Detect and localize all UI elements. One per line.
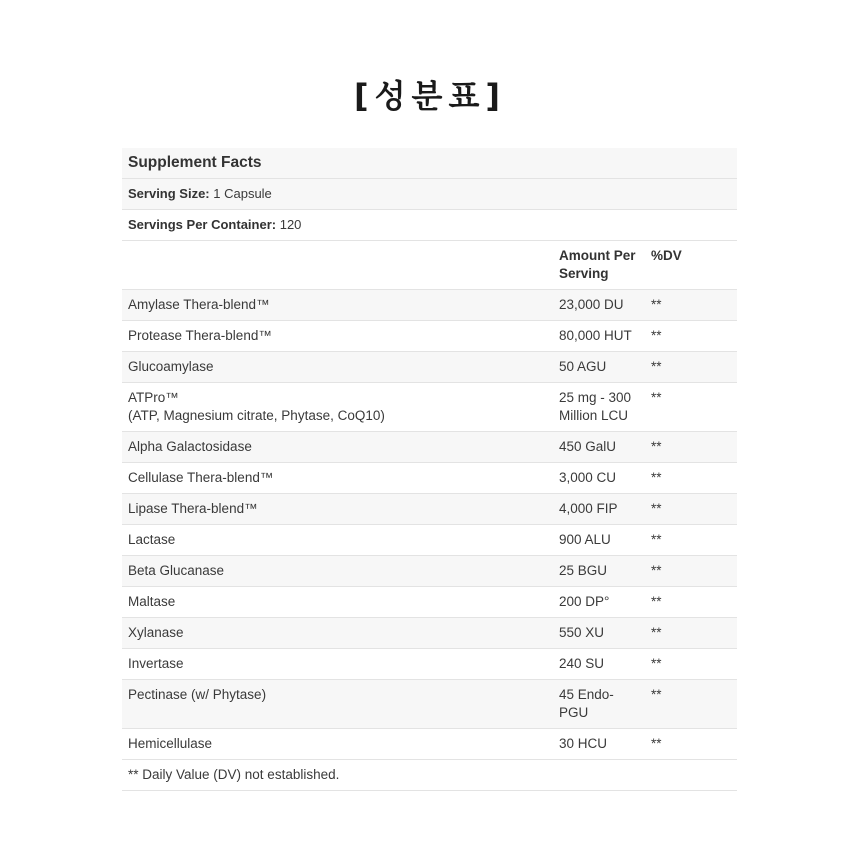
ingredient-name: Protease Thera-blend™ bbox=[128, 328, 272, 343]
ingredient-name: Lactase bbox=[128, 532, 176, 547]
servings-per-container bbox=[122, 210, 737, 241]
supplement-facts-table bbox=[122, 148, 737, 791]
ingredient-dv: ** bbox=[645, 618, 737, 649]
ingredient-name: Maltase bbox=[128, 594, 176, 609]
ingredient-amount: 240 SU bbox=[553, 649, 645, 680]
column-header-name bbox=[122, 241, 553, 290]
ingredient-amount: 45 Endo-PGU bbox=[553, 680, 645, 729]
ingredient-name-cell bbox=[122, 383, 553, 432]
ingredient-dv: ** bbox=[645, 680, 737, 729]
ingredient-name: Beta Glucanase bbox=[128, 563, 225, 578]
ingredient-dv: ** bbox=[645, 383, 737, 432]
ingredient-name-cell bbox=[122, 494, 553, 525]
ingredient-amount: 30 HCU bbox=[553, 729, 645, 760]
ingredient-amount: 25 BGU bbox=[553, 556, 645, 587]
ingredient-amount: 450 GalU bbox=[553, 432, 645, 463]
ingredient-name: Glucoamylase bbox=[128, 359, 214, 374]
ingredient-dv: ** bbox=[645, 556, 737, 587]
ingredient-dv: ** bbox=[645, 463, 737, 494]
ingredient-dv: ** bbox=[645, 352, 737, 383]
serving-size-row bbox=[122, 179, 737, 210]
column-header-row bbox=[122, 241, 737, 290]
ingredient-name-cell bbox=[122, 290, 553, 321]
ingredient-name-cell bbox=[122, 649, 553, 680]
facts-title-row bbox=[122, 148, 737, 179]
ingredient-name: ATPro™ bbox=[128, 390, 179, 405]
ingredient-name-cell bbox=[122, 463, 553, 494]
ingredient-name-cell bbox=[122, 556, 553, 587]
ingredient-amount: 80,000 HUT bbox=[553, 321, 645, 352]
ingredient-row bbox=[122, 290, 737, 321]
ingredient-row bbox=[122, 680, 737, 729]
ingredient-name: Xylanase bbox=[128, 625, 184, 640]
ingredient-amount: 23,000 DU bbox=[553, 290, 645, 321]
ingredient-amount: 25 mg - 300 Million LCU bbox=[553, 383, 645, 432]
ingredient-name-cell bbox=[122, 618, 553, 649]
ingredient-row bbox=[122, 649, 737, 680]
ingredient-dv: ** bbox=[645, 649, 737, 680]
ingredient-row bbox=[122, 383, 737, 432]
column-header-dv: %DV bbox=[645, 241, 737, 290]
page-heading: [성분표] bbox=[354, 77, 506, 115]
column-header-amount: Amount Per Serving bbox=[553, 241, 645, 290]
ingredient-row bbox=[122, 618, 737, 649]
ingredient-dv: ** bbox=[645, 729, 737, 760]
ingredient-name: Amylase Thera-blend™ bbox=[128, 297, 270, 312]
servings-label: Servings Per Container: bbox=[128, 217, 277, 232]
ingredient-name: Cellulase Thera-blend™ bbox=[128, 470, 274, 485]
ingredient-dv: ** bbox=[645, 494, 737, 525]
ingredient-row bbox=[122, 463, 737, 494]
ingredient-dv: ** bbox=[645, 290, 737, 321]
ingredient-row bbox=[122, 321, 737, 352]
ingredient-row bbox=[122, 525, 737, 556]
ingredient-name-cell bbox=[122, 680, 553, 729]
ingredient-name: Lipase Thera-blend™ bbox=[128, 501, 258, 516]
facts-title: Supplement Facts bbox=[122, 148, 737, 179]
ingredient-dv: ** bbox=[645, 587, 737, 618]
servings-value: 120 bbox=[276, 217, 302, 232]
ingredient-amount: 900 ALU bbox=[553, 525, 645, 556]
footnote: ** Daily Value (DV) not established. bbox=[122, 760, 737, 791]
ingredient-row bbox=[122, 432, 737, 463]
ingredient-row bbox=[122, 729, 737, 760]
ingredient-amount: 200 DP° bbox=[553, 587, 645, 618]
ingredient-row bbox=[122, 587, 737, 618]
serving-size bbox=[122, 179, 737, 210]
ingredient-name-cell bbox=[122, 432, 553, 463]
ingredient-amount: 50 AGU bbox=[553, 352, 645, 383]
ingredient-name: Alpha Galactosidase bbox=[128, 439, 252, 454]
ingredient-name-cell bbox=[122, 525, 553, 556]
ingredient-name: Hemicellulase bbox=[128, 736, 213, 751]
ingredient-row bbox=[122, 352, 737, 383]
ingredient-name-cell bbox=[122, 587, 553, 618]
ingredient-amount: 4,000 FIP bbox=[553, 494, 645, 525]
serving-size-label: Serving Size: bbox=[128, 186, 210, 201]
ingredient-name-cell bbox=[122, 729, 553, 760]
servings-per-container-row bbox=[122, 210, 737, 241]
ingredient-dv: ** bbox=[645, 525, 737, 556]
ingredient-row bbox=[122, 556, 737, 587]
ingredient-name: Pectinase (w/ Phytase) bbox=[128, 687, 267, 702]
ingredient-sub: (ATP, Magnesium citrate, Phytase, CoQ10) bbox=[128, 408, 385, 423]
ingredient-name: Invertase bbox=[128, 656, 184, 671]
ingredient-row bbox=[122, 494, 737, 525]
ingredient-dv: ** bbox=[645, 321, 737, 352]
ingredient-name-cell bbox=[122, 352, 553, 383]
ingredient-name-cell bbox=[122, 321, 553, 352]
footnote-row bbox=[122, 760, 737, 791]
ingredient-amount: 550 XU bbox=[553, 618, 645, 649]
ingredient-dv: ** bbox=[645, 432, 737, 463]
ingredient-amount: 3,000 CU bbox=[553, 463, 645, 494]
serving-size-value: 1 Capsule bbox=[209, 186, 272, 201]
